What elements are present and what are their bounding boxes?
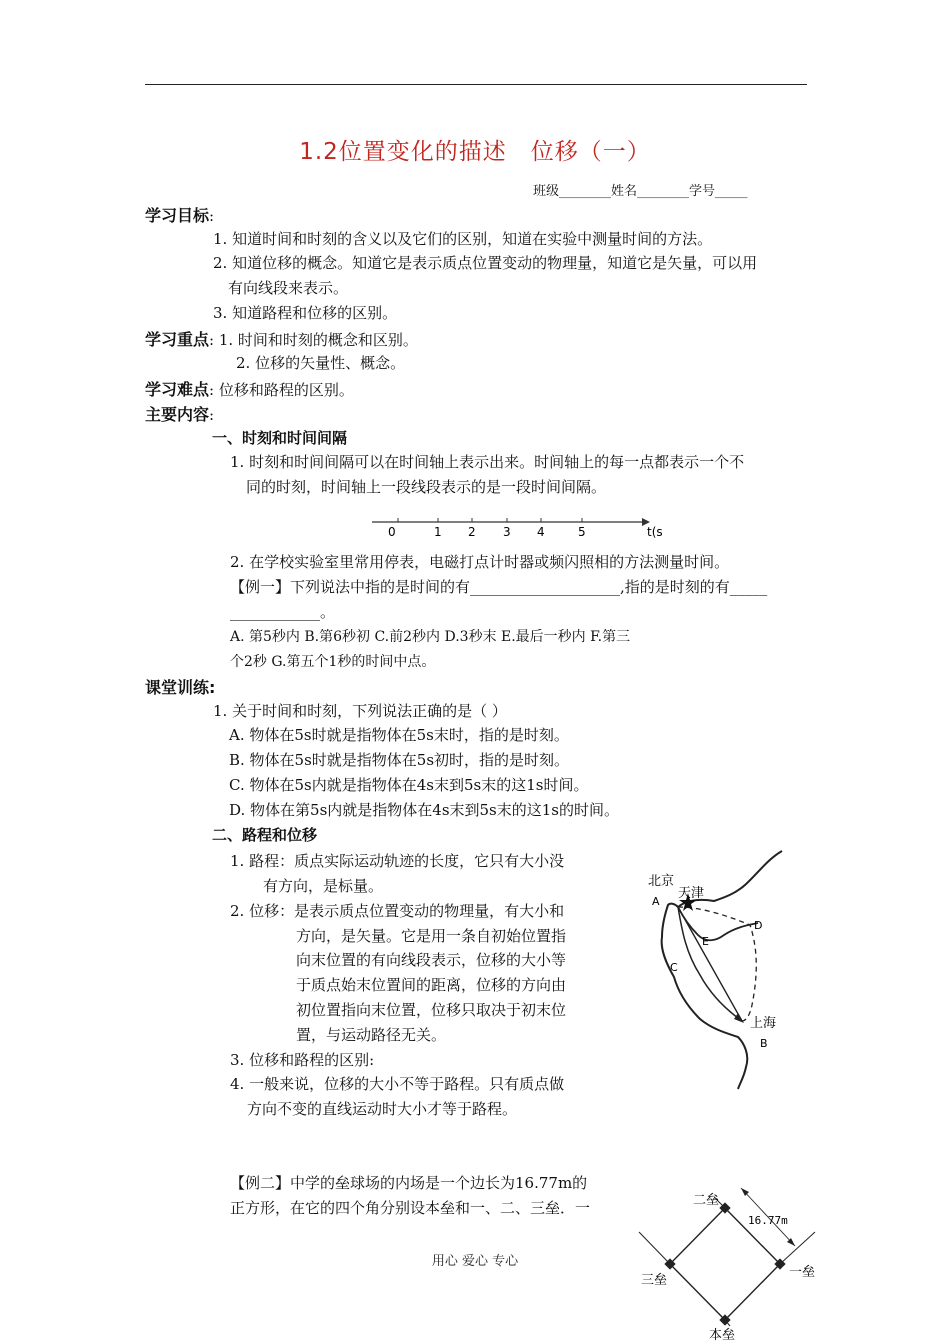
tick-label: 1 <box>434 525 442 539</box>
section1-p2: 2. 在学校实验室里常用停表，电磁打点计时器或频闪照相的方法测量时间。 <box>230 553 730 571</box>
section1-p1-line1: 1. 时刻和时间间隔可以在时间轴上表示出来。时间轴上的每一点都表示一个不 <box>230 453 745 471</box>
content-colon: : <box>209 406 215 424</box>
map-label-d: D <box>754 919 763 932</box>
map-label-a: A <box>652 895 660 908</box>
section2-line: 于质点始末位置间的距离，位移的方向由 <box>296 976 567 994</box>
route-map-diagram <box>640 845 790 1090</box>
third-base-label: 三垒 <box>641 1273 668 1288</box>
first-base-label: 一垒 <box>789 1265 816 1280</box>
home-base-label: 本垒 <box>709 1328 736 1343</box>
map-label-b: B <box>760 1037 768 1050</box>
content-heading <box>145 402 214 425</box>
practice-option-a: A. 物体在5s时就是指物体在5s末时，指的是时刻。 <box>229 726 569 744</box>
map-label-c: C <box>670 961 678 974</box>
example2-line2: 正方形，在它的四个角分别设本垒和一、二、三垒．一 <box>230 1199 591 1217</box>
section2-heading: 二、路程和位移 <box>212 826 318 844</box>
axis-unit-label: t(s <box>647 525 663 539</box>
objective-item-3: 3. 知道路程和位移的区别。 <box>213 304 398 322</box>
tick-label: 4 <box>537 525 545 539</box>
section2-line: 方向，是矢量。它是用一条自初始位置指 <box>296 927 567 945</box>
difficulties <box>145 377 354 400</box>
objectives-colon: : <box>209 207 215 225</box>
practice-option-b: B. 物体在5s时就是指物体在5s初时，指的是时刻。 <box>229 751 570 769</box>
second-base-label: 二垒 <box>693 1193 720 1208</box>
map-label-shanghai: 上海 <box>750 1016 777 1031</box>
objective-item-1: 1. 知道时间和时刻的含义以及它们的区别，知道在实验中测量时间的方法。 <box>213 230 713 248</box>
key-points <box>145 327 418 350</box>
tick-label: 5 <box>578 525 586 539</box>
practice-option-c: C. 物体在5s内就是指物体在4s末到5s末的这1s时间。 <box>229 776 589 794</box>
time-axis <box>360 508 680 544</box>
page-footer: 用心 爱心 专心 <box>431 1254 519 1269</box>
side-length-label: 16.77m <box>748 1214 788 1227</box>
student-info: 班级________姓名________学号_____ <box>533 184 748 199</box>
example1-options-line1: A. 第5秒内 B.第6秒初 C.前2秒内 D.3秒末 E.最后一秒内 F.第三 <box>230 629 631 645</box>
example2-line1: 【例二】中学的垒球场的内场是一个边长为16.77m的 <box>230 1174 588 1192</box>
key-points-label: 学习重点 <box>145 330 210 349</box>
practice-question: 1. 关于时间和时刻，下列说法正确的是（ ） <box>213 702 507 720</box>
section2-line: 4. 一般来说，位移的大小不等于路程。只有质点做 <box>230 1075 565 1093</box>
tick-label: 2 <box>468 525 476 539</box>
objectives-heading <box>145 203 214 226</box>
section2-line: 3. 位移和路程的区别: <box>230 1051 375 1069</box>
practice-heading: 课堂训练: <box>145 678 216 697</box>
tick-label: 3 <box>503 525 511 539</box>
map-label-beijing: 北京 <box>648 874 675 889</box>
objective-item-2: 2. 知道位移的概念。知道它是表示质点位置变动的物理量，知道它是矢量，可以用 <box>213 254 758 272</box>
section2-line: 初位置指向末位置，位移只取决于初末位 <box>296 1001 567 1019</box>
key-point-2: 2. 位移的矢量性、概念。 <box>236 354 406 372</box>
practice-option-d: D. 物体在第5s内就是指物体在4s末到5s末的这1s的时间。 <box>229 801 619 819</box>
map-label-e: E <box>702 935 709 948</box>
section1-p1-line2: 同的时刻，时间轴上一段线段表示的是一段时间间隔。 <box>246 478 607 496</box>
content-label: 主要内容 <box>145 405 210 424</box>
section1-heading: 一、时刻和时间间隔 <box>212 429 348 447</box>
tick-label: 0 <box>388 525 396 539</box>
section2-line: 向末位置的有向线段表示，位移的大小等 <box>296 951 567 969</box>
example1-line2: ____________。 <box>230 603 336 621</box>
page-title: 1.2位置变化的描述 位移（一） <box>299 139 651 165</box>
section2-line: 置，与运动路径无关。 <box>296 1026 447 1044</box>
objectives-label: 学习目标 <box>145 206 210 225</box>
difficulties-label: 学习难点 <box>145 380 210 399</box>
map-label-tianjin: 天津 <box>678 886 705 901</box>
key-point-1: : 1. 时间和时刻的概念和区别。 <box>209 331 418 349</box>
section2-line: 有方向，是标量。 <box>263 877 384 895</box>
section2-line: 2. 位移：是表示质点位置变动的物理量，有大小和 <box>230 902 565 920</box>
example1-line1: 【例一】下列说法中指的是时间的有____________________,指的是时刻的有_____ <box>230 578 768 596</box>
example1-options-line2: 个2秒 G.第五个1秒的时间中点。 <box>230 654 436 670</box>
section2-line: 1. 路程：质点实际运动轨迹的长度，它只有大小没 <box>230 852 565 870</box>
section2-line: 方向不变的直线运动时大小才等于路程。 <box>247 1100 518 1118</box>
objective-item-2-cont: 有向线段来表示。 <box>228 279 349 297</box>
difficulties-text: : 位移和路程的区别。 <box>209 381 354 399</box>
header-rule <box>145 84 807 85</box>
